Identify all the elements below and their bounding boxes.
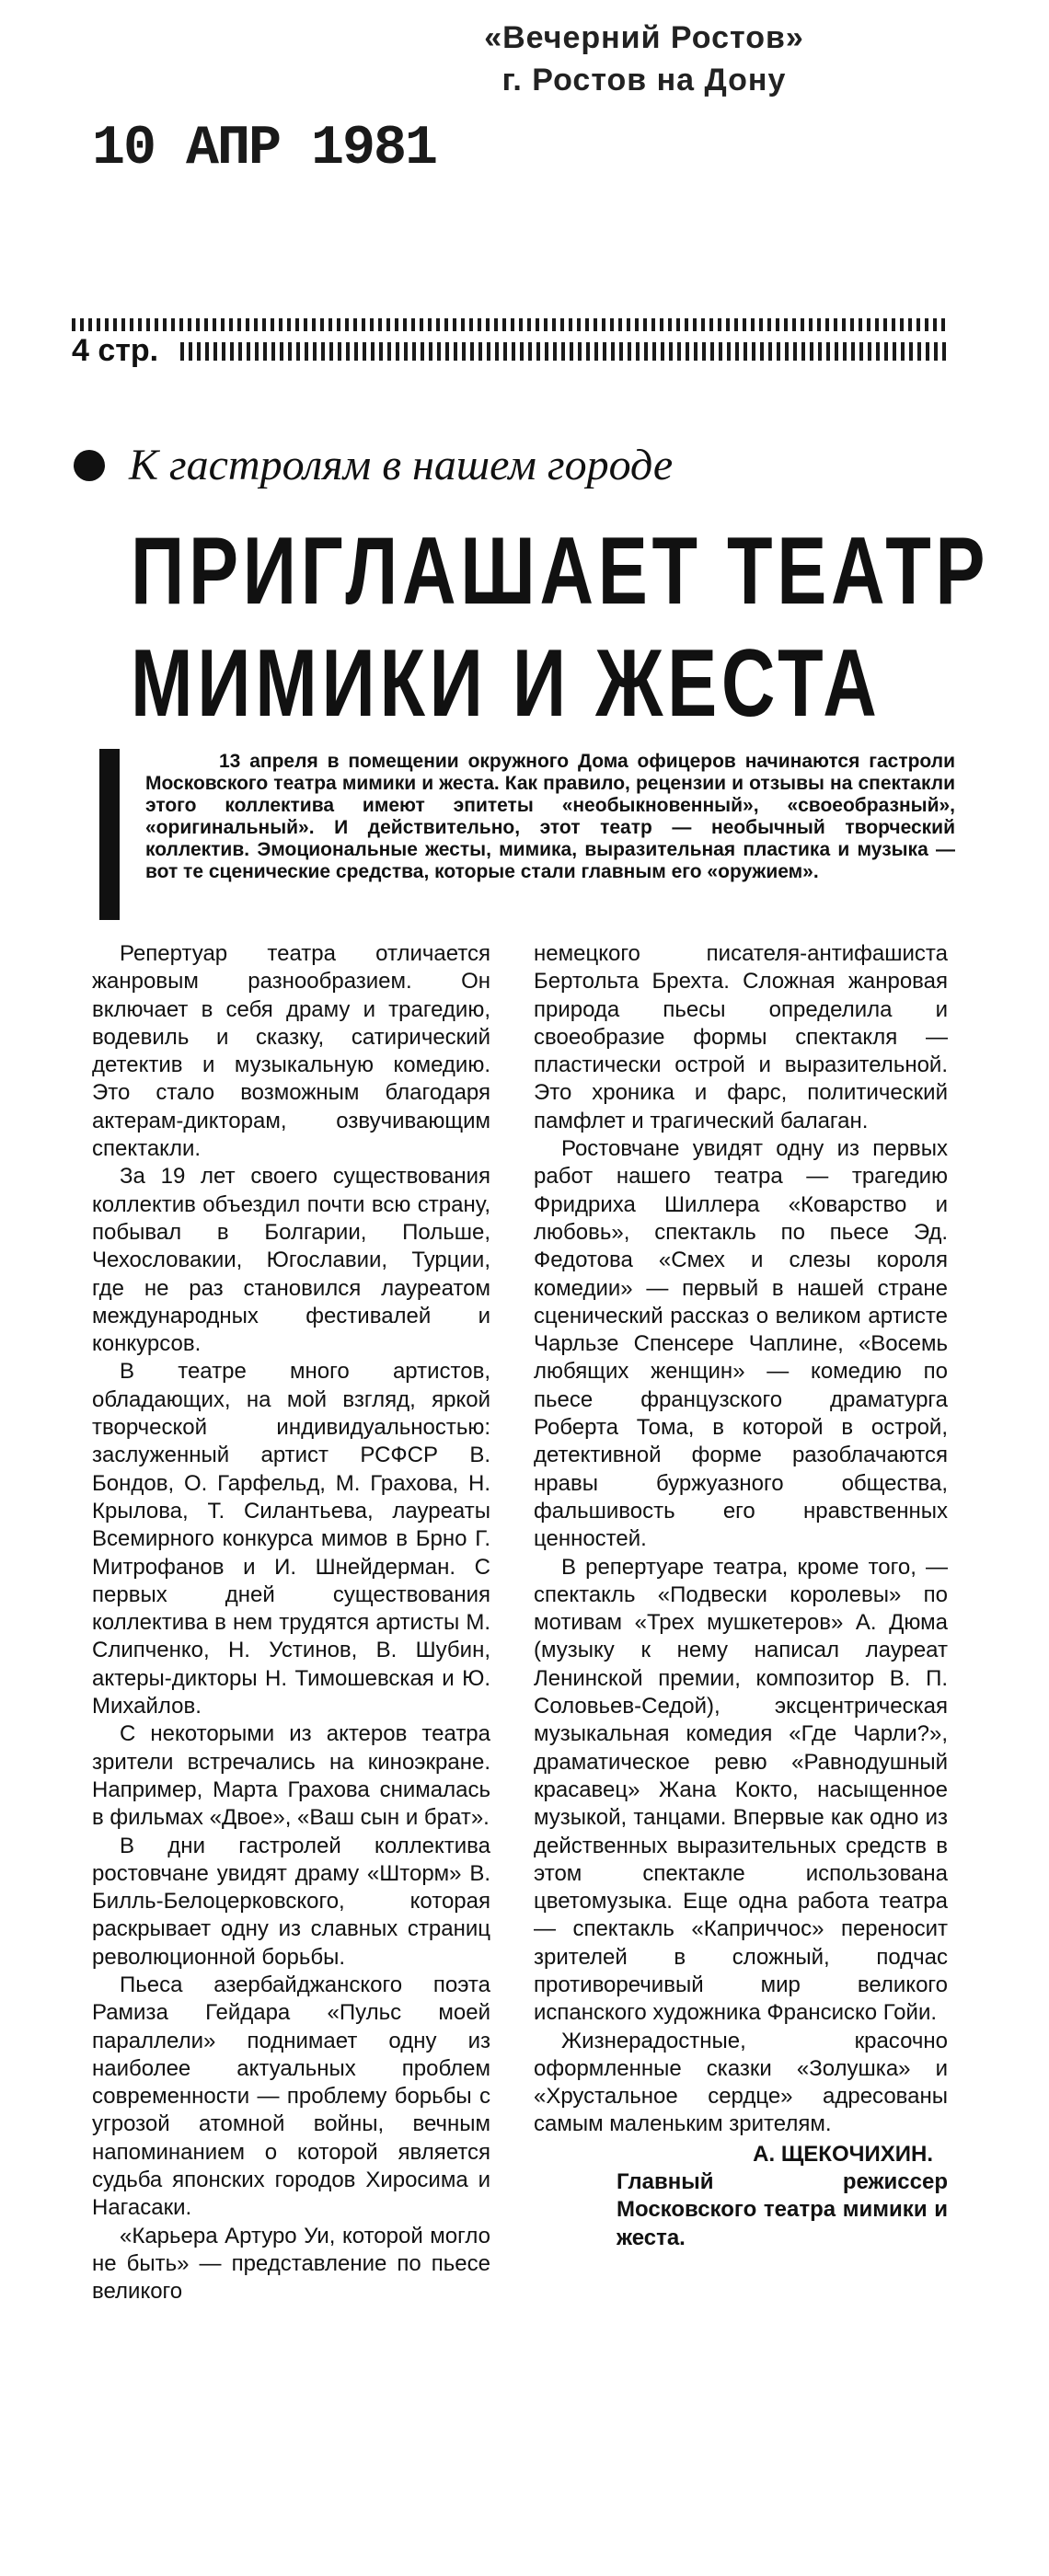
page-row bbox=[72, 333, 946, 370]
author-name: А. ЩЕКОЧИХИН. bbox=[753, 2141, 933, 2167]
paragraph: За 19 лет своего существования коллектив объездил почти всю страну, побывал в Болгарии, Польше, Чехословакии, Югославии, Турции, где не раз становился лауреатом международных фестивалей и конкурсов. bbox=[92, 1164, 490, 1357]
dropcap-bar bbox=[99, 749, 120, 920]
left-column bbox=[92, 940, 490, 2306]
paragraph: немецкого писателя-антифашиста Бертольта Брехта. Сложная жанровая природа пьесы определила и своеобразие формы спектакля — пластически острой и выразительной. Это хроника и фарс, политический памфлет и трагический балаган. bbox=[534, 941, 948, 1133]
paragraph: Репертуар театра отличается жанровым разнообразием. Он включает в себя драму и трагедию, водевиль и сказку, сатирический детектив и музыкальную комедию. Это стало возможным благодаря актерам-дикторам, озвучивающим спектакли. bbox=[92, 941, 490, 1162]
bullet-icon bbox=[74, 450, 105, 481]
headline-line-1: ПРИГЛАШАЕТ ТЕАТР bbox=[131, 518, 990, 625]
headline bbox=[131, 515, 990, 740]
paragraph: В дни гастролей коллектива ростовчане увидят драму «Шторм» В. Билль-Белоцерковского, которая раскрывает одну из славных страниц революционной борьбы. bbox=[92, 1833, 490, 1970]
lead-paragraph: 13 апреля в помещении окружного Дома офицеров начинаются гастроли Московского театра мимики и жеста. Как правило, рецензии и отзывы на спектакли этого коллектива имеют эпитеты «необыкновенный», «своеобразный», «оригинальный». И действительно, этот театр — необычный творческий коллектив. Эмоциональные жесты, мимика, выразительная пластика и музыка — вот те сценические средства, которые стали главным его «оружием». bbox=[145, 751, 955, 882]
paragraph: «Карьера Артуро Уи, которой могло не быть» — представление по пьесе великого bbox=[92, 2223, 490, 2305]
rubric bbox=[74, 440, 673, 490]
paragraph: Жизнерадостные, красочно оформленные сказки «Золушка» и «Хрустальное сердце» адресованы самым маленьким зрителям. bbox=[534, 2028, 948, 2137]
date-stamp: 10 АПР 1981 bbox=[92, 118, 437, 180]
paragraph: В репертуаре театра, кроме того, — спектакль «Подвески королевы» по мотивам «Трех мушкетеров» А. Дюма (музыку к нему написал лауреат Ленинской премии, композитор В. П. Соловьев-Седой), эксцентрическая музыкальная комедия «Где Чарли?», драматическое ревю «Равнодушный красавец» Жана Кокто, насыщенное музыкой, танцами. Впервые как одно из действенных выразительных средств в этом спектакле использована цветомузыка. Еще одна работа театра — спектакль «Каприччос» переносит зрителей в сложный, подчас противоречивый мир великого испанского художника Франсиско Гойи. bbox=[534, 1554, 948, 2026]
newspaper-city: г. Ростов на Дону bbox=[501, 63, 787, 98]
page-number: 4 стр. bbox=[72, 333, 171, 369]
header-divider bbox=[72, 318, 946, 331]
rubric-text: К гастролям в нашем городе bbox=[129, 441, 674, 489]
paragraph: В театре много артистов, обладающих, на мой взгляд, яркой творческой индивидуальностью: заслуженный артист РСФСР В. Бондов, О. Гарфельд, М. Грахова, Н. Крылова, Т. Силантьева, лауреаты Всемирного конкурса мимов в Брно Г. Митрофанов и И. Шнейдерман. С первых дней существования коллектива в нем трудятся артисты М. Слипченко, Н. Устинов, В. Шубин, актеры-дикторы Н. Тимошевская и Ю. Михайлов. bbox=[92, 1359, 490, 1719]
page-divider bbox=[180, 342, 946, 361]
paragraph: С некоторыми из актеров театра зрители встречались на киноэкране. Например, Марта Грахова снималась в фильмах «Двое», «Ваш сын и брат». bbox=[92, 1721, 490, 1831]
author-role: Главный режиссер Московского театра мимики и жеста. bbox=[617, 2169, 948, 2250]
right-column bbox=[534, 940, 948, 2252]
paragraph: Ростовчане увидят одну из первых работ нашего театра — трагедию Фридриха Шиллера «Коварство и любовь», спектакль по пьесе Эд. Федотова «Смех и слезы короля комедии» — первый в нашей стране сценический рассказ о великом артисте Чарльзе Спенсере Чаплине, «Восемь любящих женщин» — комедию по пьесе французского драматурга Роберта Тома, в которой в острой, детективной форме разоблачаются нравы буржуазного общества, фальшивость его нравственных ценностей. bbox=[534, 1136, 948, 1552]
headline-line-2: МИМИКИ И ЖЕСТА bbox=[131, 630, 882, 737]
newspaper-stamp bbox=[451, 17, 837, 101]
paragraph: Пьеса азербайджанского поэта Рамиза Гейдара «Пульс моей параллели» поднимает одну из наиболее актуальных проблем современности — проблему борьбы с угрозой атомной войны, вечным напоминанием о которой является судьба японских городов Хиросима и Нагасаки. bbox=[92, 1972, 490, 2221]
newspaper-title: «Вечерний Ростов» bbox=[484, 20, 804, 55]
